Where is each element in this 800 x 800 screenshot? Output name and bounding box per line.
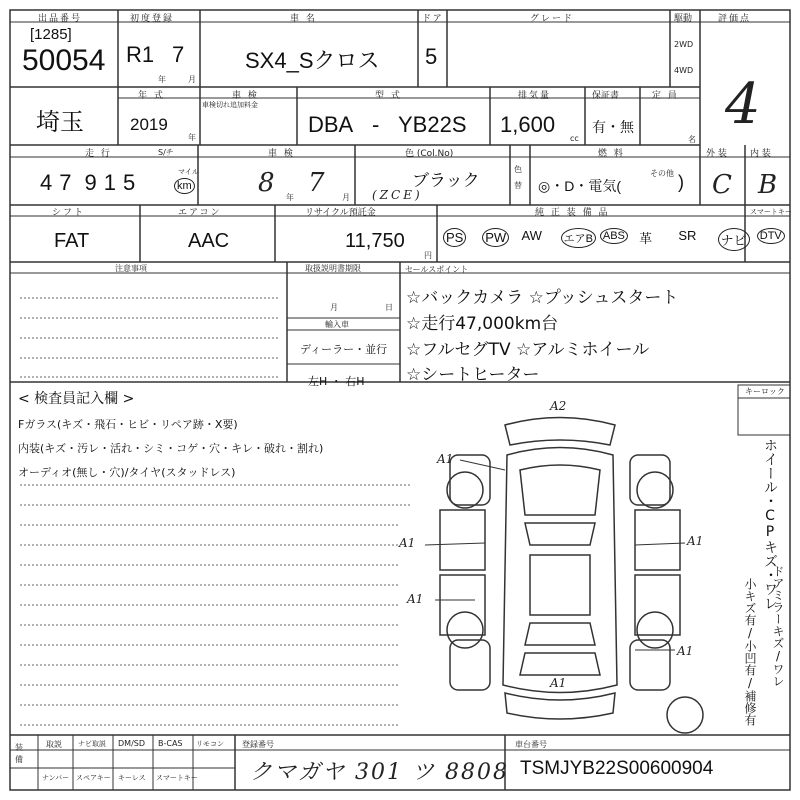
first-reg-tsuki: 月 bbox=[188, 75, 196, 84]
damage-mark: A2 bbox=[550, 399, 567, 413]
roof bbox=[530, 555, 590, 615]
car-body bbox=[503, 448, 617, 693]
plate-label: 登録番号 bbox=[242, 740, 274, 749]
footer-cell: DM/SD bbox=[118, 739, 145, 748]
color-change-label: 色替 bbox=[514, 165, 522, 190]
footer-cell: リモコン bbox=[196, 740, 224, 748]
left-front-door bbox=[440, 510, 485, 570]
doors-label: ドア bbox=[422, 14, 444, 24]
options-row bbox=[437, 216, 790, 262]
footer-cell: ナンバー bbox=[42, 774, 70, 782]
capacity-label: 定 員 bbox=[652, 91, 679, 101]
side-note: ドアミラーキズ/ワレ bbox=[771, 565, 785, 687]
left-front-wheel bbox=[447, 472, 483, 508]
damage-mark: A1 bbox=[437, 452, 454, 466]
drive-4wd: 4WD bbox=[674, 66, 694, 75]
color-code: (ZCE) bbox=[372, 188, 423, 202]
grade-label: グレード bbox=[530, 14, 575, 24]
inspection-title: < 検査員記入欄 > bbox=[18, 391, 135, 407]
damage-mark: A1 bbox=[407, 592, 424, 606]
car-damage-diagram bbox=[395, 395, 735, 735]
exterior-grade: C bbox=[712, 170, 732, 200]
first-reg-month: 7 bbox=[172, 42, 185, 67]
glass-note: Fガラス(キズ・飛石・ヒビ・リペア跡・X要) bbox=[18, 418, 238, 431]
fuel-end: ) bbox=[678, 172, 684, 192]
first-reg-era: R1 bbox=[126, 42, 155, 67]
right-front-fender bbox=[630, 455, 670, 505]
ac-label: エアコン bbox=[178, 208, 222, 218]
shift: FAT bbox=[54, 230, 90, 252]
drive-2wd: 2WD bbox=[674, 40, 694, 49]
capacity-unit: 名 bbox=[688, 135, 696, 144]
damage-mark: A1 bbox=[677, 644, 694, 658]
fuel: ◎・D・電気( bbox=[538, 178, 621, 194]
color-label: 色 (Col.No) bbox=[405, 149, 454, 159]
inspection-month: 7 bbox=[308, 168, 325, 198]
footer-cell: キーレス bbox=[118, 774, 146, 782]
footer-cell: ナビ取説 bbox=[78, 740, 106, 748]
mileage-digit: 5 bbox=[123, 170, 143, 195]
footer-cell: B-CAS bbox=[158, 739, 183, 748]
windshield bbox=[525, 523, 595, 545]
color: ブラック bbox=[412, 171, 480, 190]
option-item: 革 bbox=[639, 231, 653, 246]
mileage-digit: 7 bbox=[59, 170, 79, 195]
right-front-wheel bbox=[637, 472, 673, 508]
sales-point: ☆シートヒーター bbox=[406, 365, 540, 385]
side-note: 小キズ有/小凹有/補修有 bbox=[743, 578, 757, 726]
equip-label: 装備 bbox=[15, 743, 23, 764]
manual-month: 月 bbox=[330, 303, 338, 312]
displacement: 1,600 bbox=[500, 112, 556, 137]
recycle-label: リサイクル預託金 bbox=[305, 208, 376, 218]
fuel-label: 燃 料 bbox=[598, 149, 625, 159]
shift-label: シフト bbox=[52, 208, 86, 218]
option-item: PS bbox=[443, 228, 466, 247]
warranty-label: 保証書 bbox=[592, 91, 620, 101]
model-prefix: DBA bbox=[308, 112, 354, 137]
rear-bumper bbox=[505, 693, 615, 719]
doors: 5 bbox=[425, 44, 438, 69]
fuel-other: その他 bbox=[650, 169, 674, 178]
interior-grade: B bbox=[758, 170, 778, 200]
option-item: PW bbox=[482, 228, 509, 247]
option-item: DTV bbox=[757, 228, 785, 244]
model-year: 2019 bbox=[130, 115, 168, 134]
mileage-digit: 9 bbox=[84, 170, 104, 195]
lot-number: 50054 bbox=[22, 44, 106, 77]
model-label: 型 式 bbox=[375, 91, 402, 101]
footer-cell: 取説 bbox=[46, 740, 62, 749]
score-label: 評価点 bbox=[718, 14, 752, 24]
interior-note: 内装(キズ・汚レ・活れ・シミ・コゲ・穴・キレ・破れ・割れ) bbox=[18, 442, 324, 455]
damage-mark: A1 bbox=[687, 534, 704, 548]
recycle-fee: 11,750 bbox=[345, 230, 405, 252]
right-rear-wheel bbox=[637, 612, 673, 648]
front-bumper bbox=[505, 418, 615, 446]
mileage-digit: 1 bbox=[103, 170, 123, 195]
sales-point: ☆バックカメラ ☆プッシュスタート bbox=[406, 288, 679, 308]
plate-number: クマガヤ 301 ツ 8808 bbox=[250, 760, 509, 785]
hood bbox=[520, 465, 600, 515]
model-dash: - bbox=[372, 112, 380, 137]
manual-day: 日 bbox=[385, 303, 393, 312]
checkup-label: 車 検 bbox=[232, 91, 259, 101]
checkup-note: 車検切れ追加料金 bbox=[202, 101, 258, 109]
region: 埼玉 bbox=[36, 109, 84, 136]
drive-label: 駆動 bbox=[674, 14, 693, 24]
inspection-nen: 年 bbox=[286, 193, 294, 202]
year-label: 年 式 bbox=[138, 91, 165, 101]
option-item: AW bbox=[521, 228, 542, 243]
displacement-label: 排気量 bbox=[518, 91, 552, 101]
car-name-label: 車 名 bbox=[290, 14, 317, 24]
footer-cell: スマートキー bbox=[156, 774, 198, 782]
caution-label: 注意事項 bbox=[115, 264, 147, 273]
option-item: SR bbox=[678, 228, 697, 243]
displacement-unit: cc bbox=[570, 134, 579, 143]
footer-cell: スペアキー bbox=[76, 774, 111, 782]
exterior-label: 外 装 bbox=[706, 149, 727, 159]
first-reg-nen: 年 bbox=[158, 75, 166, 84]
score: 4 bbox=[725, 72, 761, 137]
keylock-label: キーロック bbox=[745, 387, 785, 396]
inspection-year: 8 bbox=[258, 168, 275, 198]
option-item: ナビ bbox=[718, 228, 750, 251]
mileage-label: 走 行 bbox=[85, 149, 112, 159]
lot-label: 出品番号 bbox=[38, 14, 83, 24]
sales-label: セールスポイント bbox=[405, 265, 469, 274]
car-name: SX4_Sクロス bbox=[245, 48, 380, 73]
right-front-door bbox=[635, 510, 680, 570]
vin-label: 車台番号 bbox=[515, 740, 547, 749]
import-label: 輸入車 bbox=[325, 320, 349, 329]
vin: TSMJYB22S00600904 bbox=[520, 758, 714, 779]
interior-label: 内 装 bbox=[750, 149, 771, 159]
inspection-tsuki: 月 bbox=[342, 193, 350, 202]
option-item: エアB bbox=[561, 228, 596, 248]
spare-wheel bbox=[667, 697, 703, 733]
options-label: 純 正 装 備 品 bbox=[535, 208, 610, 218]
lot-sub: [1285] bbox=[30, 26, 72, 43]
ac: AAC bbox=[188, 230, 230, 252]
keyless-label: スマートキー bbox=[750, 208, 792, 216]
trunk bbox=[520, 653, 600, 675]
inspection-label: 車 検 bbox=[268, 149, 295, 159]
manual-label: 取扱説明書期限 bbox=[305, 264, 361, 273]
damage-mark: A1 bbox=[550, 676, 567, 690]
damage-mark: A1 bbox=[399, 536, 416, 550]
sales-point: ☆走行47,000km台 bbox=[406, 314, 559, 334]
year-nen: 年 bbox=[188, 133, 196, 142]
warranty: 有・無 bbox=[592, 119, 634, 135]
sales-point: ☆フルセグTV ☆アルミホイール bbox=[406, 340, 650, 360]
mileage-digit: 4 bbox=[40, 170, 60, 195]
audio-tire-note: オーディオ(無し・穴)/タイヤ(スタッドレス) bbox=[18, 466, 236, 479]
option-item: ABS bbox=[600, 228, 628, 244]
mileage-unit: km bbox=[174, 178, 195, 194]
first-reg-label: 初度登録 bbox=[130, 14, 175, 24]
recycle-yen: 円 bbox=[424, 251, 432, 260]
handle: 左H ・ 右H bbox=[308, 375, 365, 388]
side-note: ホイール・CPキズ・ワレ bbox=[762, 438, 778, 610]
model-code: YB22S bbox=[398, 112, 467, 137]
mileage-note: S/チ bbox=[158, 148, 174, 157]
left-rear-wheel bbox=[447, 612, 483, 648]
dealer: ディーラー・並行 bbox=[300, 343, 388, 356]
mileage-unit-mile: マイル bbox=[178, 168, 199, 176]
rear-window bbox=[525, 623, 595, 645]
mileage-digits bbox=[40, 170, 142, 196]
